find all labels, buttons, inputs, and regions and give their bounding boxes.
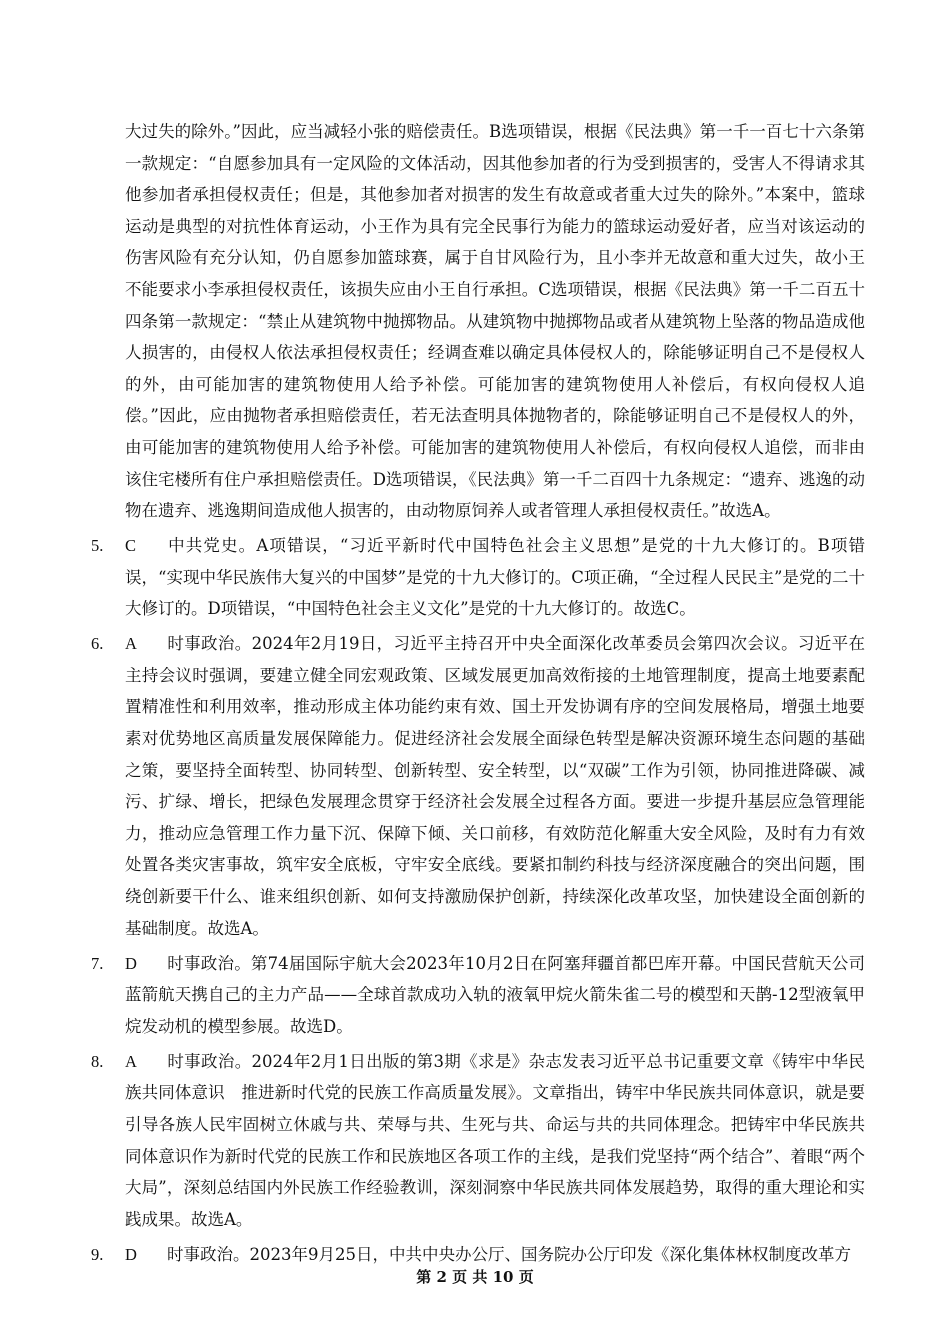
item-answer: A	[125, 634, 137, 654]
item-explanation: 时事政治。2024年2月19日，习近平主持召开中央全面深化改革委员会第四次会议。习近平在主持会议时强调，要建立健全同宏观政策、区域发展更加高效衔接的土地管理制度，提高土地要素配置精准性和利用效率，推动形成主体功能约束有效、国土开发协调有序的空间发展格局，增强土地要素对优势地区高质量发展保障能力。促进经济社会发展全面绿色转型是解决资源环境生态问题的基础之策，要坚持全面转型、协同转型、创新转型、安全转型，以“双碳”工作为引领，协同推进降碳、减污、扩绿、增长，把绿色发展理念贯穿于经济社会发展全过程各方面。要进一步提升基层应急管理能力，推动应急管理工作力量下沉、保障下倾、关口前移，有效防范化解重大安全风险，及时有力有效处置各类灾害事故，筑牢安全底板，守牢安全底线。要紧扣制约科技与经济深度融合的突出问题，围绕创新要干什么、谁来组织创新、如何支持激励保护创新，持续深化改革攻坚，加快建设全面创新的基础制度。故选A。	[125, 634, 865, 938]
item-answer: D	[125, 953, 137, 973]
continued-paragraph: 大过失的除外。”因此，应当减轻小张的赔偿责任。B选项错误，根据《民法典》第一千一百七十六条第一款规定：“自愿参加具有一定风险的文体活动，因其他参加者的行为受到损害的，受害人不得请求其他参加者承担侵权责任；但是，其他参加者对损害的发生有故意或者重大过失的除外。”本案中，篮球运动是典型的对抗性体育运动，小王作为具有完全民事行为能力的篮球运动爱好者，应当对该运动的伤害风险有充分认知，仍自愿参加篮球赛，属于自甘风险行为，且小李并无故意和重大过失，故小王不能要求小李承担侵权责任，该损失应由小王自行承担。C选项错误，根据《民法典》第一千二百五十四条第一款规定：“禁止从建筑物中抛掷物品。从建筑物中抛掷物品或者从建筑物上坠落的物品造成他人损害的，由侵权人依法承担侵权责任；经调查难以确定具体侵权人的，除能够证明自己不是侵权人的外，由可能加害的建筑物使用人给予补偿。可能加害的建筑物使用人补偿后，有权向侵权人追偿。”因此，应由抛物者承担赔偿责任，若无法查明具体抛物者的，除能够证明自己不是侵权人的外，由可能加害的建筑物使用人给予补偿。可能加害的建筑物使用人补偿后，有权向侵权人追偿，而非由该住宅楼所有住户承担赔偿责任。D选项错误，《民法典》第一千二百四十九条规定：“遗弃、逃逸的动物在遗弃、逃逸期间造成他人损害的，由动物原饲养人或者管理人承担侵权责任。”故选A。	[125, 122, 865, 521]
item-number: 5.	[91, 536, 104, 556]
answer-item-7	[90, 948, 865, 1043]
item-number: 7.	[91, 953, 104, 973]
item-answer: A	[125, 1051, 137, 1071]
item-explanation: 时事政治。2023年9月25日，中共中央办公厅、国务院办公厅印发《深化集体林权制度改革方	[167, 1244, 851, 1264]
item-explanation: 时事政治。第74届国际宇航大会2023年10月2日在阿塞拜疆首都巴库开幕。中国民营航天公司蓝箭航天携自己的主力产品——全球首款成功入轨的液氧甲烷火箭朱雀二号的模型和天鹊-12型液氧甲烷发动机的模型参展。故选D。	[125, 953, 865, 1036]
item-number: 8.	[91, 1051, 104, 1071]
answer-item-6	[90, 628, 865, 944]
answer-item-8	[90, 1046, 865, 1236]
item-number: 9.	[91, 1244, 104, 1264]
item-number: 6.	[91, 634, 104, 654]
answer-explanations	[90, 116, 865, 1270]
item-answer: C	[125, 536, 137, 556]
page-footer: 第 2 页 共 10 页	[416, 1268, 534, 1286]
item-answer: D	[125, 1244, 137, 1264]
answer-item-5	[90, 530, 865, 625]
item-explanation: 时事政治。2024年2月1日出版的第3期《求是》杂志发表习近平总书记重要文章《铸牢中华民族共同体意识 推进新时代党的民族工作高质量发展》。文章指出，铸牢中华民族共同体意识，就是要引导各族人民牢固树立休戚与共、荣辱与共、生死与共、命运与共的共同体理念。把铸牢中华民族共同体意识作为新时代党的民族工作和民族地区各项工作的主线，是我们党坚持“两个结合”、着眼“两个大局”，深刻总结国内外民族工作经验教训，深刻洞察中华民族共同体发展趋势，取得的重大理论和实践成果。故选A。	[125, 1051, 865, 1229]
item-explanation: 中共党史。A项错误，“习近平新时代中国特色社会主义思想”是党的十九大修订的。B项错误，“实现中华民族伟大复兴的中国梦”是党的十九大修订的。C项正确，“全过程人民民主”是党的二十大修订的。D项错误，“中国特色社会主义文化”是党的十九大修订的。故选C。	[125, 536, 865, 619]
